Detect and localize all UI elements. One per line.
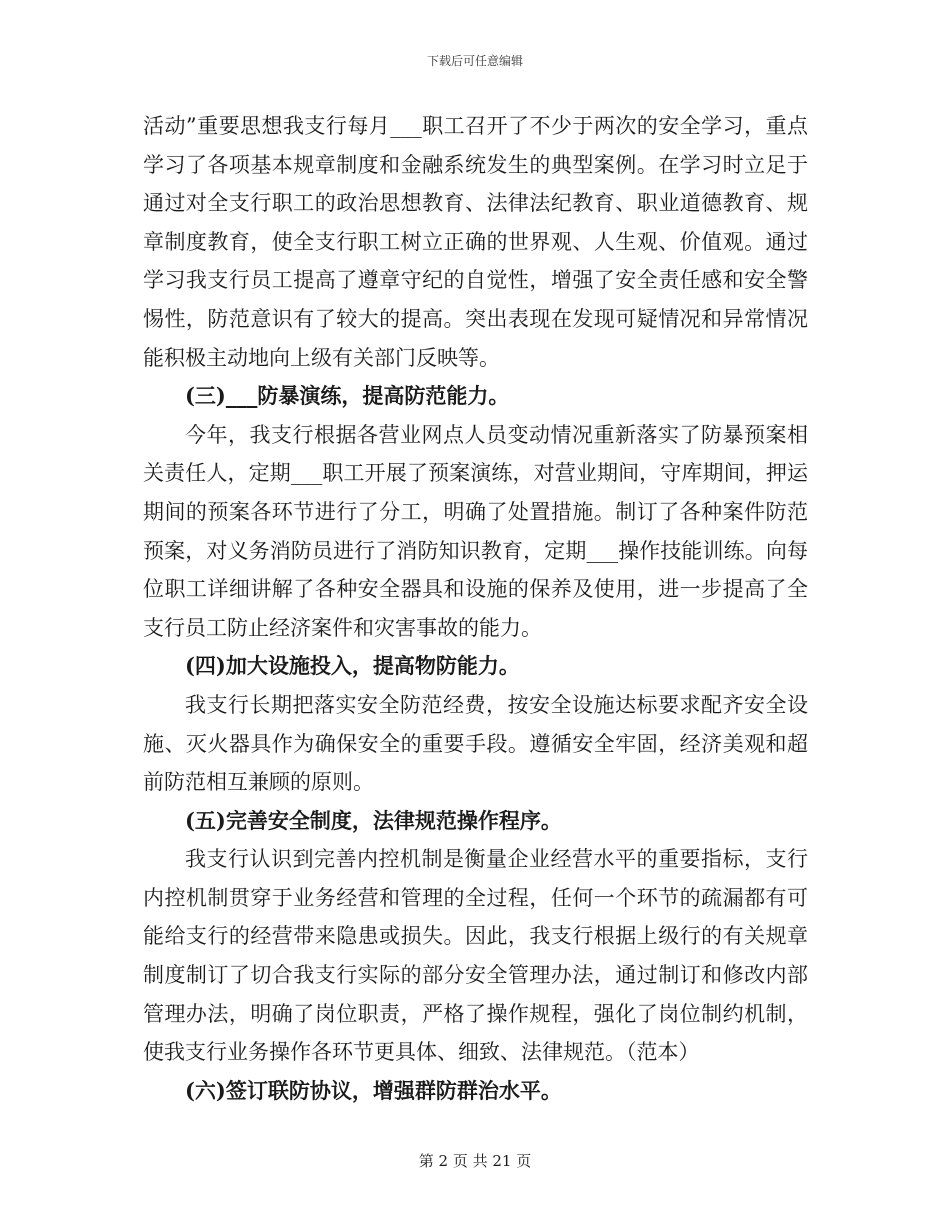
paragraph-drill: 今年，我支行根据各营业网点人员变动情况重新落实了防暴预案相关责任人，定期___职工开展了预案演练，对营业期间，守库期间，押运期间的预案各环节进行了分工，明确了处置措施。制订了各种案件防范预案，对义务消防员进行了消防知识教育，定期___操作技能训练。向每位职工详细讲解了各种安全器具和设施的保养及使用，进一步提高了全支行员工防止经济案件和灾害事故的能力。 <box>143 422 808 640</box>
paragraph-study: 活动”重要思想我支行每月___职工召开了不少于两次的安全学习，重点学习了各项基本规章制度和金融系统发生的典型案例。在学习时立足于通过对全支行职工的政治思想教育、法律法纪教育、职业道德教育、规章制度教育，使全支行职工树立正确的世界观、人生观、价值观。通过学习我支行员工提高了遵章守纪的自觉性，增强了安全责任感和安全警惕性，防范意识有了较大的提高。突出表现在发现可疑情况和异常情况能积极主动地向上级有关部门反映等。 <box>143 114 808 370</box>
page-number: 第 2 页 共 21 页 <box>418 1152 532 1170</box>
section-heading-3: (三)___防暴演练，提高防范能力。 <box>185 383 510 409</box>
page-header-note: 下载后可任意编辑 <box>426 54 523 68</box>
section-heading-5: (五)完善安全制度，法律规范操作程序。 <box>185 807 562 833</box>
document-body <box>143 107 808 1110</box>
paragraph-facilities: 我支行长期把落实安全防范经费，按安全设施达标要求配齐安全设施、灭火器具作为确保安全的重要手段。遵循安全牢固，经济美观和超前防范相互兼顾的原则。 <box>143 692 808 795</box>
section-heading-6: (六)签订联防协议，增强群防群治水平。 <box>185 1077 562 1103</box>
paragraph-controls: 我支行认识到完善内控机制是衡量企业经营水平的重要指标，支行内控机制贯穿于业务经营和管理的全过程，任何一个环节的疏漏都有可能给支行的经营带来隐患或损失。因此，我支行根据上级行的有关规章制度制订了切合我支行实际的部分安全管理办法，通过制订和修改内部管理办法，明确了岗位职责，严格了操作规程，强化了岗位制约机制，使我支行业务操作各环节更具体、细致、法律规范。（范本） <box>143 847 808 1065</box>
section-heading-4: (四)加大设施投入，提高物防能力。 <box>185 653 520 679</box>
